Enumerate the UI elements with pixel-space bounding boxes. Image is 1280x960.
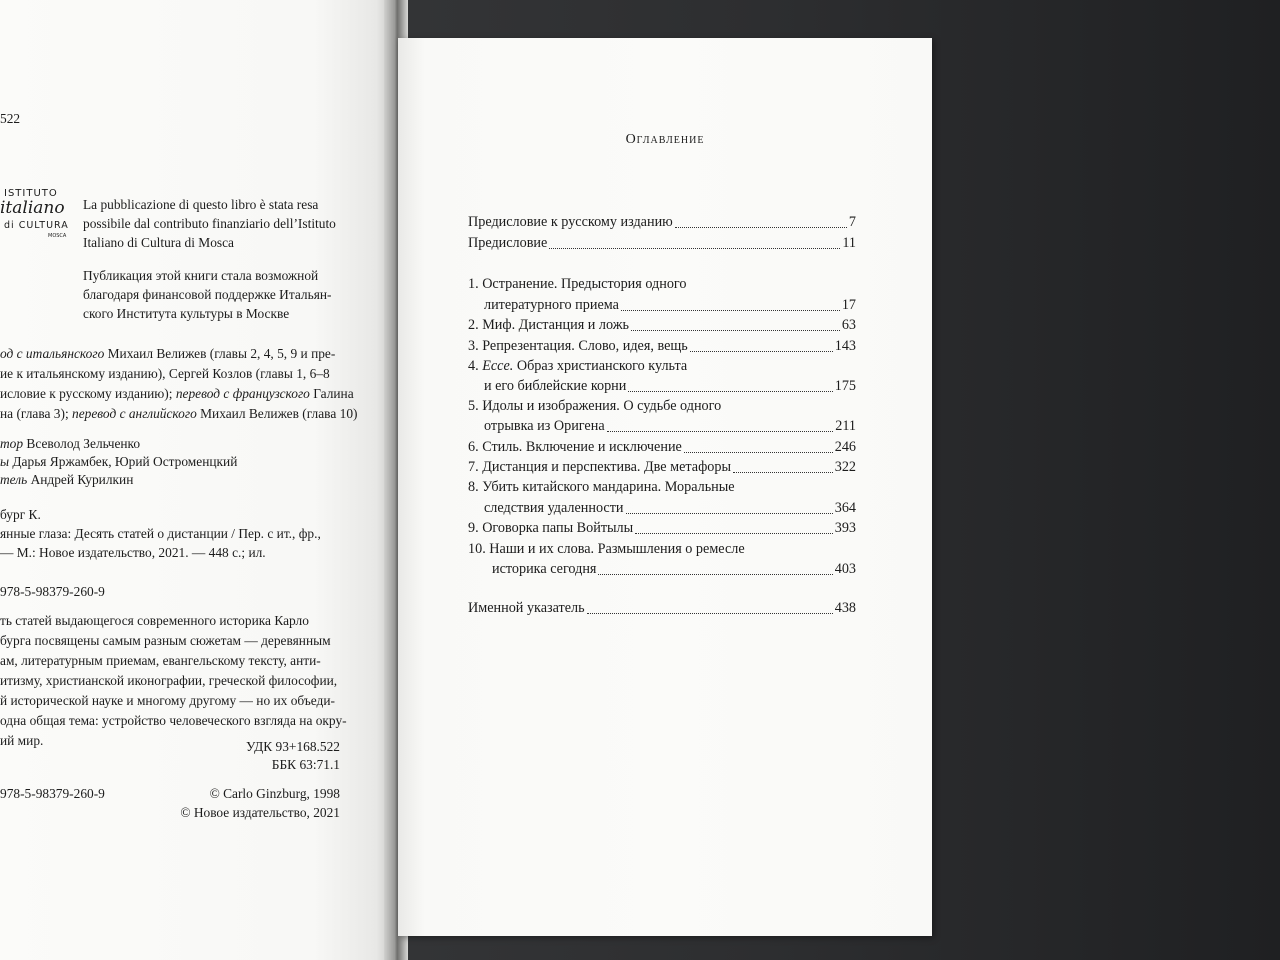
toc-entry: Именной указатель 438	[468, 600, 856, 616]
biblio-line-3: — М.: Новое издательство, 2021. — 448 с.; ил.	[0, 545, 266, 560]
toc-entry-line1: 10. Наши и их слова. Размышления о ремесле	[468, 541, 745, 557]
right-page	[398, 38, 932, 936]
toc-entry: Предисловие 11	[468, 235, 856, 251]
isbn-bottom: 978-5-98379-260-9	[0, 786, 105, 801]
biblio-line-2: янные глаза: Десять статей о дистанции / Пер. с ит., фр.,	[0, 526, 321, 541]
russian-note-3: ского Института культуры в Москве	[83, 306, 290, 321]
editor-line-3: тель Андрей Курилкин	[0, 472, 134, 487]
udk: УДК 93+168.522	[245, 739, 340, 754]
toc-title: Оглавление	[625, 132, 705, 147]
toc-entry: и его библейские корни 175	[484, 378, 856, 394]
italian-note-3: Italiano di Cultura di Mosca	[83, 235, 234, 250]
toc-entry: 9. Оговорка папы Войтылы 393	[468, 520, 856, 536]
isbn-top: 978-5-98379-260-9	[0, 584, 105, 599]
toc-entry-line1: 4. Ecce. Образ христианского культа	[468, 358, 688, 374]
credits-line-3: исловие к русскому изданию); перевод с французского Галина	[0, 386, 354, 401]
bbk: ББК 63:71.1	[271, 757, 340, 772]
logo-line3: di CULTURA	[4, 220, 69, 231]
toc-entry: 7. Дистанция и перспектива. Две метафоры 322	[468, 459, 856, 475]
annotation-7: ий мир.	[0, 733, 44, 748]
copyright-ginzburg: © Carlo Ginzburg, 1998	[209, 786, 340, 801]
logo-line1: ISTITUTO	[4, 188, 58, 199]
annotation-5: й исторической науке и многому другому — но их объеди-	[0, 693, 335, 708]
russian-note-1: Публикация этой книги стала возможной	[83, 268, 319, 283]
annotation-6: одна общая тема: устройство человеческого взгляда на окру-	[0, 713, 347, 728]
credits-line-2: ие к итальянскому изданию), Сергей Козлов (главы 1, 6–8	[0, 366, 330, 381]
toc-entry: 3. Репрезентация. Слово, идея, вещь 143	[468, 338, 856, 354]
biblio-line-1: бург К.	[0, 507, 41, 522]
annotation-3: ам, литературным приемам, евангельскому тексту, анти-	[0, 653, 321, 668]
annotation-1: ть статей выдающегося современного историка Карло	[0, 613, 309, 628]
toc-entry: историка сегодня 403	[492, 561, 856, 577]
editor-line-1: тор Всеволод Зельченко	[0, 436, 141, 451]
toc-entry: 6. Стиль. Включение и исключение 246	[468, 439, 856, 455]
toc-entry-line1: 5. Идолы и изображения. О судьбе одного	[468, 398, 722, 414]
russian-note-2: благодаря финансовой поддержке Итальян-	[83, 287, 332, 302]
annotation-2: бурга посвящены самым разным сюжетам — деревянным	[0, 633, 331, 648]
credits-line-4: на (глава 3); перевод с английского Михаил Велижев (глава 10)	[0, 406, 358, 421]
toc-entry-line1: 8. Убить китайского мандарина. Моральные	[468, 479, 735, 495]
editor-line-2: ы Дарья Яржамбек, Юрий Остроменцкий	[0, 454, 238, 469]
annotation-4: итизму, христианской иконографии, греческой философии,	[0, 673, 338, 688]
logo-line2: italiano	[0, 198, 65, 218]
italian-note-1: La pubblicazione di questo libro è stata resa	[83, 197, 319, 212]
istituto-logo	[0, 188, 72, 248]
credits-line-1: од с итальянского Михаил Велижев (главы 2, 4, 5, 9 и пре-	[0, 346, 336, 361]
top-code: 522	[0, 111, 21, 126]
italian-note-2: possibile dal contributo finanziario dell’Istituto	[83, 216, 336, 231]
left-page	[0, 0, 392, 960]
toc-entry: отрывка из Оригена 211	[484, 418, 856, 434]
logo-line4: MOSCA	[48, 233, 67, 239]
toc-entry-line1: 1. Остранение. Предыстория одного	[468, 276, 687, 292]
copyright-publisher: © Новое издательство, 2021	[180, 805, 340, 820]
toc-entry: следствия удаленности 364	[484, 500, 856, 516]
toc-entry: Предисловие к русскому изданию 7	[468, 214, 856, 230]
toc-entry: 2. Миф. Дистанция и ложь 63	[468, 317, 856, 333]
toc-entry: литературного приема 17	[484, 297, 856, 313]
